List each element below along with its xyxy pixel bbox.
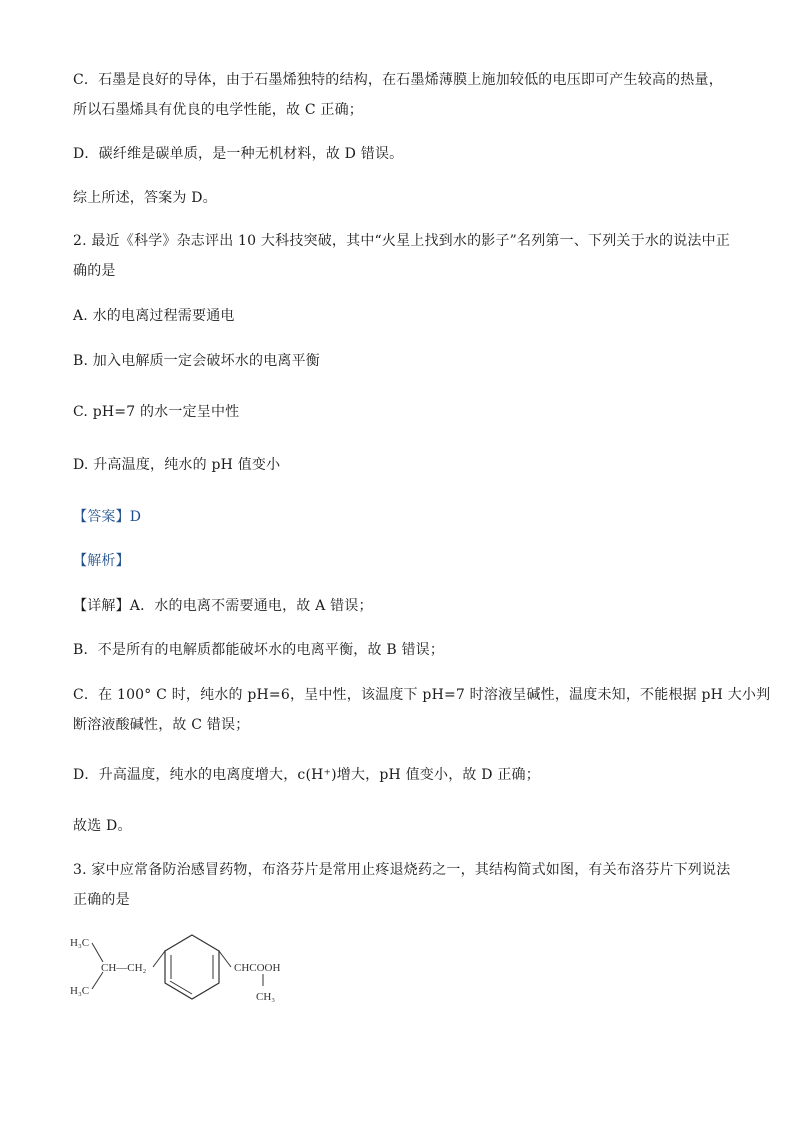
detail-line: 【详解】A．水的电离不需要通电，故 A 错误； <box>73 598 373 614</box>
text-line: 故选 D。 <box>73 818 132 834</box>
question-3-stem: 3. 家中应常备防治感冒药物，布洛芬片是常用止疼退烧药之一，其结构简式如图，有关布洛芬片下列说法 <box>73 862 731 878</box>
analysis-label: 【解析】 <box>73 553 130 569</box>
benzene-ring <box>165 935 219 999</box>
formula-top-group: H₃C <box>70 937 90 949</box>
formula-bottom-group: H₃C <box>70 985 90 997</box>
text-line: D．碳纤维是碳单质，是一种无机材料，故 D 错误。 <box>73 146 404 162</box>
bond-line <box>92 943 103 962</box>
ibuprofen-structure <box>70 928 330 1006</box>
bond-line <box>219 951 231 967</box>
bond-line <box>92 972 103 989</box>
bond-line <box>153 951 165 967</box>
text-line: C．石墨是良好的导体，由于石墨烯独特的结构，在石墨烯薄膜上施加较低的电压即可产生较高的热量， <box>73 72 723 88</box>
detail-line: C．在 100° C 时，纯水的 pH=6，呈中性，该温度下 pH=7 时溶液呈碱性，温度未知，不能根据 pH 大小判 <box>73 687 771 703</box>
detail-line: 断溶液酸碱性，故 C 错误； <box>73 717 250 733</box>
text-line: 确的是 <box>73 263 116 279</box>
option-c: C. pH=7 的水一定呈中性 <box>73 404 240 420</box>
option-b: B. 加入电解质一定会破坏水的电离平衡 <box>73 353 320 369</box>
formula-methyl: CH₃ <box>256 991 276 1003</box>
formula-chain: CH—CH₂ <box>101 962 147 974</box>
detail-line: D．升高温度，纯水的电离度增大，c(H⁺)增大，pH 值变小，故 D 正确； <box>73 767 540 783</box>
option-a: A. 水的电离过程需要通电 <box>73 308 235 324</box>
text-line: 所以石墨烯具有优良的电学性能，故 C 正确； <box>73 102 364 118</box>
formula-acid: CHCOOH <box>234 962 281 974</box>
detail-line: B．不是所有的电解质都能破坏水的电离平衡，故 B 错误； <box>73 642 445 658</box>
question-2-stem: 2. 最近《科学》杂志评出 10 大科技突破，其中“火星上找到水的影子”名列第一、下列关于水的说法中正 <box>73 233 731 249</box>
answer-label: 【答案】D <box>73 509 142 525</box>
text-line: 综上所述，答案为 D。 <box>73 190 217 206</box>
text-line: 正确的是 <box>73 892 130 908</box>
option-d: D. 升高温度，纯水的 pH 值变小 <box>73 457 281 473</box>
